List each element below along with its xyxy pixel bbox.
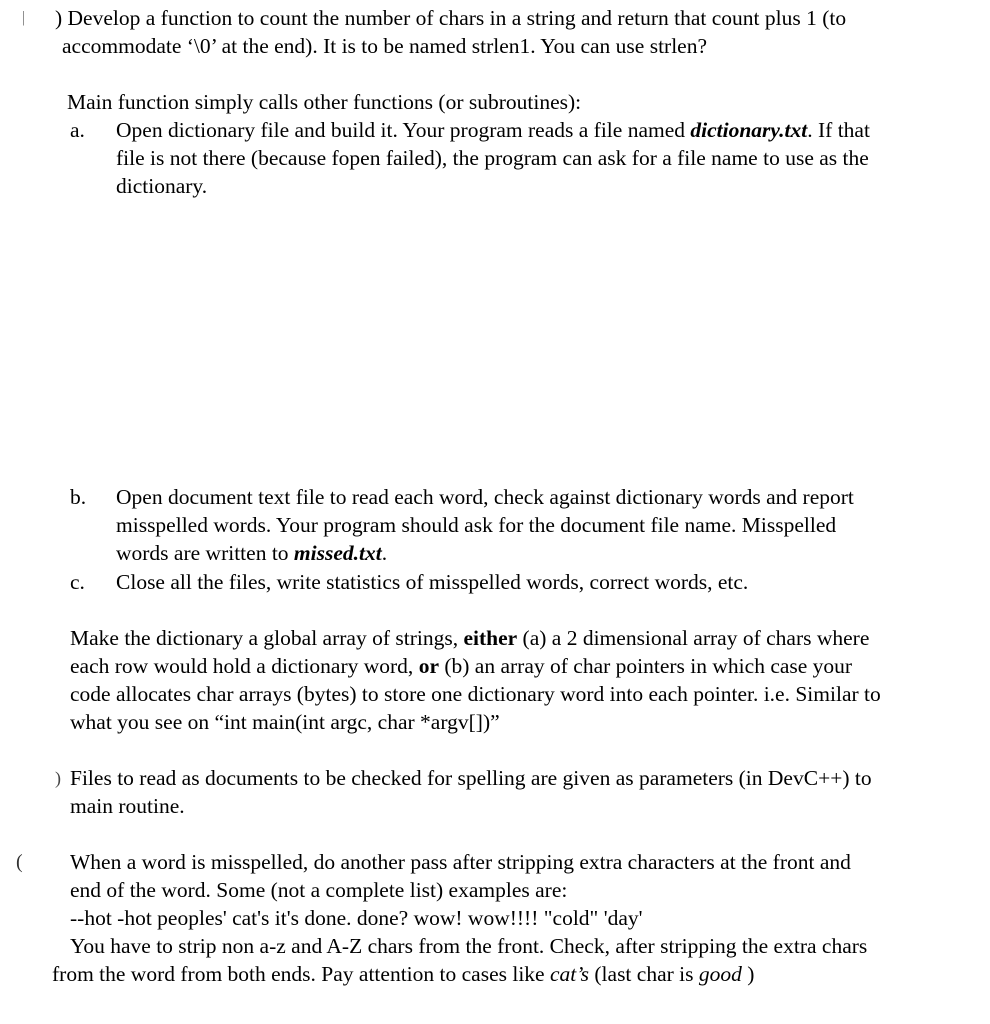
step-a-line1: Open dictionary file and build it. Your program reads a file named dictionary.txt. If that: [116, 118, 870, 142]
files-note-line2: main routine.: [70, 794, 185, 818]
strip-note-line4: You have to strip non a-z and A-Z chars from the front. Check, after stripping the extra chars: [70, 934, 868, 958]
step-c-letter: c.: [70, 570, 85, 594]
step-b-line3: words are written to missed.txt.: [116, 541, 388, 565]
step-b-letter: b.: [70, 485, 87, 509]
cats-example: cat’s: [549, 962, 590, 986]
either-emphasis: either: [463, 626, 518, 650]
strip-note-line5: from the word from both ends. Pay attention to cases like cat’s (last char is good ): [52, 962, 755, 986]
item1-line2: accommodate ‘\0’ at the end). It is to be named strlen1. You can use strlen?: [62, 34, 708, 58]
dict-note-line3: code allocates char arrays (bytes) to store one dictionary word into each pointer. i.e. Similar to: [70, 682, 881, 706]
missed-file-name: missed.txt: [293, 541, 382, 565]
cut-mark: |: [22, 9, 26, 26]
or-emphasis: or: [418, 654, 439, 678]
dictionary-file-name: dictionary.txt: [690, 118, 808, 142]
main-intro: Main function simply calls other functions (or subroutines):: [67, 90, 582, 114]
good-example: good: [698, 962, 742, 986]
step-a-letter: a.: [70, 118, 85, 142]
files-note-mark: ): [55, 768, 61, 788]
step-a-line2: file is not there (because fopen failed), the program can ask for a file name to use as the: [116, 146, 869, 170]
step-a-line3: dictionary.: [116, 174, 208, 198]
dict-note-line4: what you see on “int main(int argc, char *argv[])”: [70, 710, 500, 734]
step-b-line2: misspelled words. Your program should ask for the document file name. Misspelled: [116, 513, 837, 537]
files-note-line1: Files to read as documents to be checked for spelling are given as parameters (in DevC++) to: [70, 766, 872, 790]
step-c-line1: Close all the files, write statistics of misspelled words, correct words, etc.: [116, 570, 749, 594]
strip-note-mark: (: [16, 851, 23, 873]
strip-note-examples: --hot -hot peoples' cat's it's done. done? wow! wow!!!! "cold" 'day': [70, 906, 643, 930]
item1-line1: ) Develop a function to count the number of chars in a string and return that count plus 1 (to: [55, 6, 847, 30]
strip-note-line2: end of the word. Some (not a complete list) examples are:: [70, 878, 568, 902]
strip-note-line1: When a word is misspelled, do another pass after stripping extra characters at the front and: [70, 850, 851, 874]
dict-note-line2: each row would hold a dictionary word, or (b) an array of char pointers in which case your: [70, 654, 853, 678]
step-b-line1: Open document text file to read each word, check against dictionary words and report: [116, 485, 854, 509]
dict-note-line1: Make the dictionary a global array of strings, either (a) a 2 dimensional array of chars where: [70, 626, 870, 650]
